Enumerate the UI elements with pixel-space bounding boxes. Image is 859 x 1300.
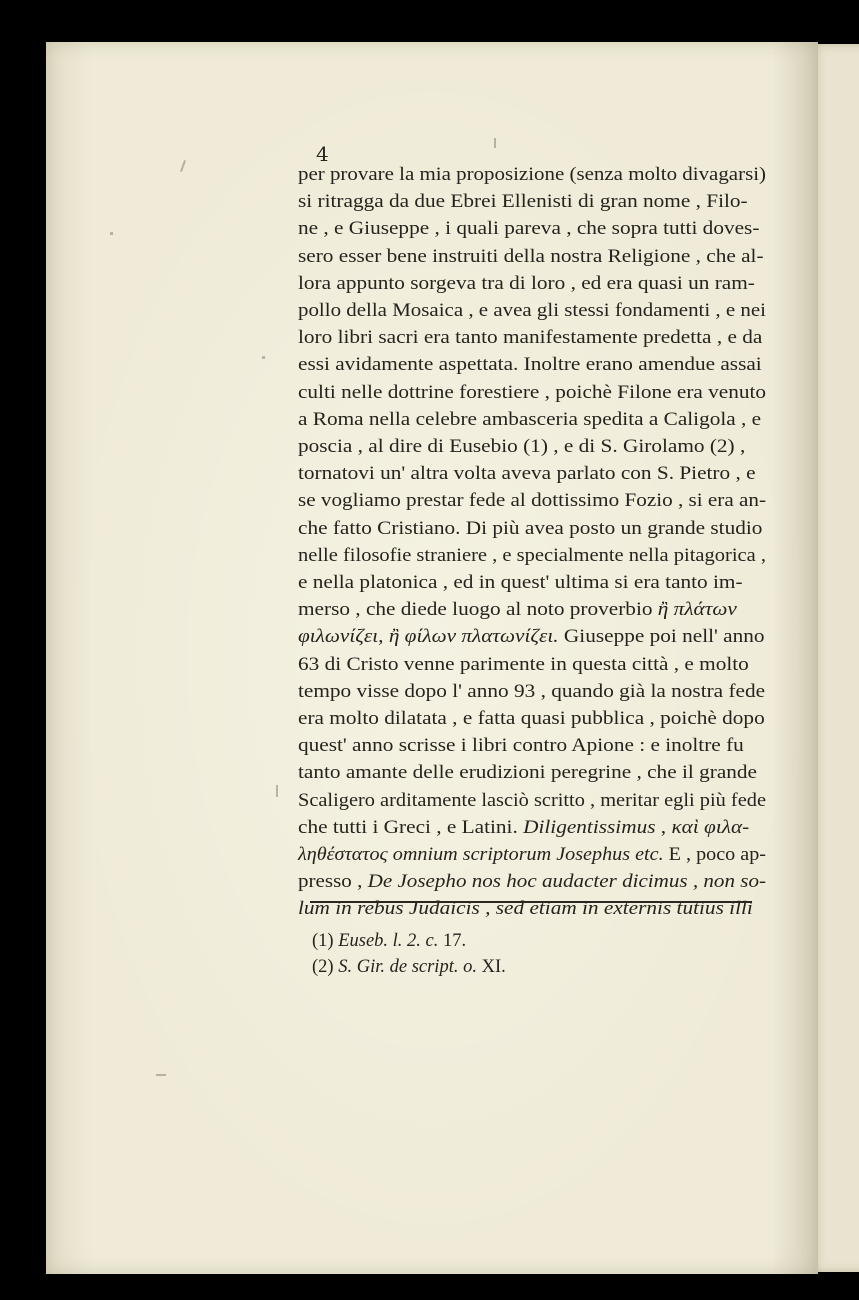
text-line-content <box>298 516 762 543</box>
italic-text: omnium scriptorum Josephus etc. <box>392 845 664 866</box>
text-line-content <box>298 434 745 461</box>
text-line-content <box>298 624 765 651</box>
text-segment: lora appunto sorgeva tra di loro , ed era quasi un ram- <box>298 273 755 294</box>
text-segment: (1) <box>312 931 339 951</box>
text-line-content <box>298 325 762 352</box>
text-segment: ne , e Giuseppe , i quali pareva , che sopra tutti doves- <box>298 219 760 240</box>
text-segment: culti nelle dottrine forestiere , poichè Filone era venuto <box>298 382 766 403</box>
text-line <box>298 352 766 379</box>
text-line <box>298 706 766 733</box>
text-line-content <box>298 570 743 597</box>
text-line <box>298 815 766 842</box>
text-line <box>298 298 766 325</box>
text-segment: 63 di Cristo venne parimente in questa città , e molto <box>298 654 749 675</box>
text-line <box>298 869 766 896</box>
text-segment: merso , che diede luogo al noto proverbio <box>298 600 658 621</box>
text-line <box>298 788 766 815</box>
text-segment: loro libri sacri era tanto manifestamente predetta , e da <box>298 328 763 349</box>
text-line-content <box>312 928 466 954</box>
italic-text: Diligentissimus <box>523 817 656 838</box>
paper-mark <box>156 1074 166 1076</box>
text-line <box>298 461 766 488</box>
page-number: 4 <box>316 142 329 166</box>
text-line <box>298 760 766 787</box>
text-line <box>298 380 766 407</box>
text-segment: 17. <box>438 931 467 951</box>
text-line <box>298 842 766 869</box>
text-line-content <box>298 488 766 515</box>
text-line-content <box>298 733 744 760</box>
text-line-content <box>298 679 765 706</box>
paper-mark <box>276 785 278 797</box>
text-line <box>298 244 766 271</box>
text-line <box>298 325 766 352</box>
text-segment: poscia , al dire di Eusebio (1) , e di S. Girolamo (2) , <box>298 437 746 458</box>
italic-text: lum in rebus Judaicis , sed etiam in externis tutius illi <box>298 899 753 920</box>
body-text <box>298 162 766 924</box>
text-segment: che tutti i Greci , e Latini. <box>298 817 524 838</box>
text-segment: tornatovi un' altra volta aveva parlato con S. Pietro , e <box>298 464 756 485</box>
text-line-content <box>298 815 749 842</box>
text-line-content <box>298 298 766 325</box>
text-segment: tempo visse dopo l' anno 93 , quando già la nostra fede <box>298 681 766 702</box>
text-segment: nelle filosofie straniere , e specialmente nella pitagorica , <box>298 545 766 566</box>
text-line <box>298 733 766 760</box>
text-line-content <box>298 842 766 869</box>
italic-text: ληθέστατος <box>298 845 388 866</box>
text-segment: presso , <box>298 872 368 893</box>
italic-text: ἢ πλάτων <box>657 600 737 621</box>
text-line-content <box>298 271 755 298</box>
text-line-content <box>298 788 766 815</box>
text-segment: che fatto Cristiano. Di più avea posto un grande studio <box>298 518 763 539</box>
text-segment: pollo della Mosaica , e avea gli stessi fondamenti , e nei <box>298 301 766 322</box>
text-line <box>298 570 766 597</box>
text-line-content <box>298 652 749 679</box>
text-line-content <box>298 706 765 733</box>
footnotes <box>312 928 506 980</box>
text-line-content <box>298 407 761 434</box>
footnote-rule <box>310 901 752 903</box>
text-segment: e nella platonica , ed in quest' ultima si era tanto im- <box>298 573 743 594</box>
italic-text: S. Gir. de script. o. <box>338 957 477 977</box>
paper-mark <box>262 356 265 359</box>
text-segment: sero esser bene instruiti della nostra Religione , che al- <box>298 246 764 267</box>
text-line-content <box>298 760 757 787</box>
text-line <box>298 516 766 543</box>
italic-text: Euseb. l. 2. c. <box>338 931 439 951</box>
text-line-content <box>298 380 766 407</box>
text-segment: Giuseppe poi nell' anno <box>558 627 765 648</box>
text-segment: essi avidamente aspettata. Inoltre erano amendue assai <box>298 355 762 376</box>
italic-text: φιλωνίζει, ἢ φίλων πλατωνίζει. <box>298 627 559 648</box>
text-segment: E , poco ap- <box>663 845 766 866</box>
text-segment: a Roma nella celebre ambasceria spedita a Caligola , e <box>298 409 762 430</box>
text-line <box>298 162 766 189</box>
text-line <box>298 271 766 298</box>
text-segment: per provare la mia proposizione (senza molto divagarsi) <box>298 165 766 185</box>
text-line-content <box>312 954 506 980</box>
text-segment: se vogliamo prestar fede al dottissimo Fozio , si era an- <box>298 491 766 512</box>
text-line-content <box>298 244 764 271</box>
text-segment: quest' anno scrisse i libri contro Apione : e inoltre fu <box>298 736 744 757</box>
text-line-content <box>298 162 766 189</box>
text-line <box>298 652 766 679</box>
text-segment: tanto amante delle erudizioni peregrine , che il grande <box>298 763 757 784</box>
text-line <box>298 624 766 651</box>
text-line <box>298 434 766 461</box>
text-line <box>298 679 766 706</box>
paper-mark <box>494 138 496 148</box>
text-line <box>298 597 766 624</box>
text-line-content <box>298 461 756 488</box>
text-segment: era molto dilatata , e fatta quasi pubblica , poichè dopo <box>298 709 765 730</box>
italic-text: καὶ φιλα- <box>671 817 750 838</box>
text-line-content <box>298 869 766 896</box>
text-line-content <box>298 189 748 216</box>
text-line-content <box>298 216 759 243</box>
text-line <box>298 407 766 434</box>
text-segment: XI. <box>476 957 506 977</box>
text-line <box>298 189 766 216</box>
text-segment: , <box>655 817 672 838</box>
text-segment: (2) <box>312 957 339 977</box>
footnote-line <box>312 954 506 980</box>
italic-text: De Josepho nos hoc audacter dicimus , non so- <box>367 872 766 893</box>
text-line <box>298 488 766 515</box>
text-line-content <box>298 597 737 624</box>
text-line <box>298 216 766 243</box>
text-segment: Scaligero arditamente lasciò scritto , meritar egli più fede <box>298 790 766 811</box>
text-line-content <box>298 543 766 570</box>
text-line <box>298 543 766 570</box>
paper-mark <box>110 232 113 235</box>
footnote-line <box>312 928 506 954</box>
text-segment: si ritragga da due Ebrei Ellenisti di gran nome , Filo- <box>298 192 748 213</box>
text-line-content <box>298 352 762 379</box>
